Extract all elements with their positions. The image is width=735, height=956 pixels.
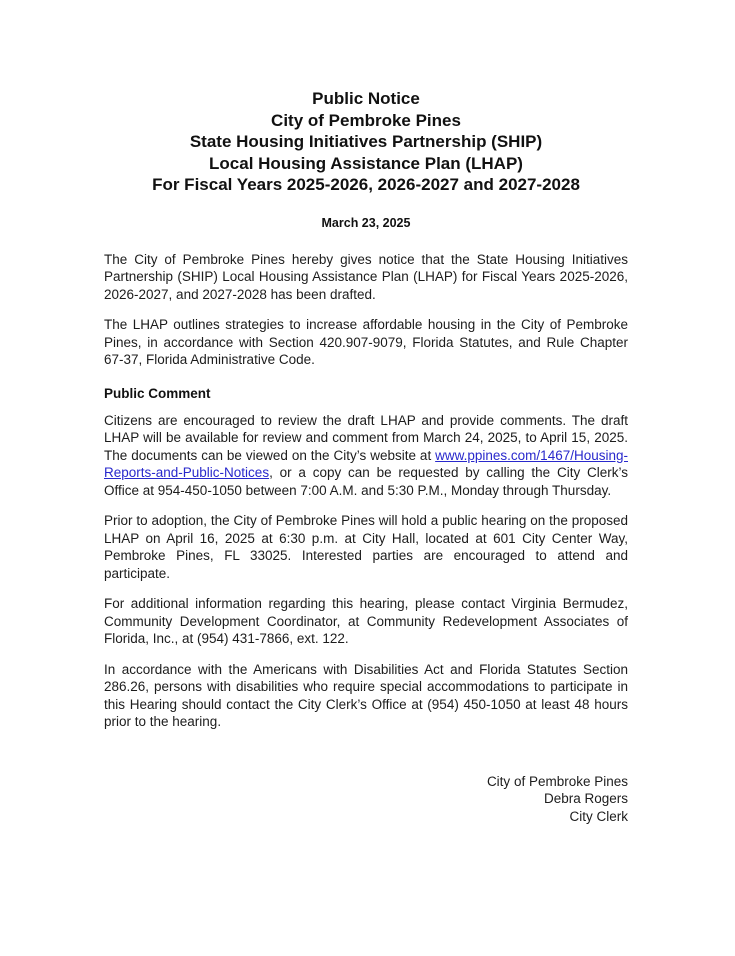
signature-line-title: City Clerk: [569, 808, 628, 824]
title-line-public-notice: Public Notice: [312, 89, 420, 108]
housing-reports-link[interactable]: www.ppines.com/1467/Housing-Reports-and-Public-Notices: [104, 447, 628, 480]
signature-line-city: City of Pembroke Pines: [486, 773, 628, 789]
document-content: [104, 88, 628, 825]
paragraph-comment: [104, 412, 628, 500]
notice-title-block: [104, 88, 628, 196]
title-line-city: City of Pembroke Pines: [271, 110, 461, 130]
section-heading-public-comment: Public Comment: [104, 385, 211, 401]
title-line-ship: State Housing Initiatives Partnership (SHIP): [189, 132, 543, 151]
comment-text-before-link: Citizens are encouraged to review the draft LHAP and provide comments. The draft LHAP will be available for review and comment from March 24, 2025, to April 15, 2025. The documents can be viewed on the City’s website at: [104, 412, 628, 463]
signature-block: [104, 773, 628, 826]
paragraph-outline: The LHAP outlines strategies to increase affordable housing in the City of Pembroke Pines, in accordance with Section 420.907-9079, Florida Statutes, and Rule Chapter 67-37, Florida Administrative Code.: [104, 317, 628, 367]
title-line-lhap: Local Housing Assistance Plan (LHAP): [209, 153, 523, 173]
signature-line-name: Debra Rogers: [543, 791, 628, 806]
title-line-fiscal-years: For Fiscal Years 2025-2026, 2026-2027 and 2027-2028: [152, 175, 580, 194]
paragraph-hearing: Prior to adoption, the City of Pembroke Pines will hold a public hearing on the proposed LHAP on April 16, 2025 at 6:30 p.m. at City Hall, located at 601 City Center Way, Pembroke Pines, FL 33025. Interested parties are encouraged to attend and participate.: [104, 513, 628, 581]
paragraph-ada: In accordance with the Americans with Disabilities Act and Florida Statutes Section 286.26, persons with disabilities who require special accommodations to participate in this Hearing should contact the City Clerk’s Office at (954) 450-1050 at least 48 hours prior to the hearing.: [104, 661, 628, 729]
comment-text-after-link: , or a copy can be requested by calling the City Clerk’s Office at 954-450-1050 between 7:00 A.M. and 5:30 P.M., Monday through Thursday.: [104, 465, 628, 498]
paragraph-contact: For additional information regarding this hearing, please contact Virginia Bermudez, Community Development Coordinator, at Community Redevelopment Associates of Florida, Inc., at (954) 431-7866, ext. 122.: [104, 596, 628, 646]
paragraph-intro: The City of Pembroke Pines hereby gives notice that the State Housing Initiatives Partnership (SHIP) Local Housing Assistance Plan (LHAP) for Fiscal Years 2025-2026, 2026-2027, and 2027-2028 has been drafted.: [104, 251, 628, 302]
notice-date: March 23, 2025: [321, 215, 411, 230]
